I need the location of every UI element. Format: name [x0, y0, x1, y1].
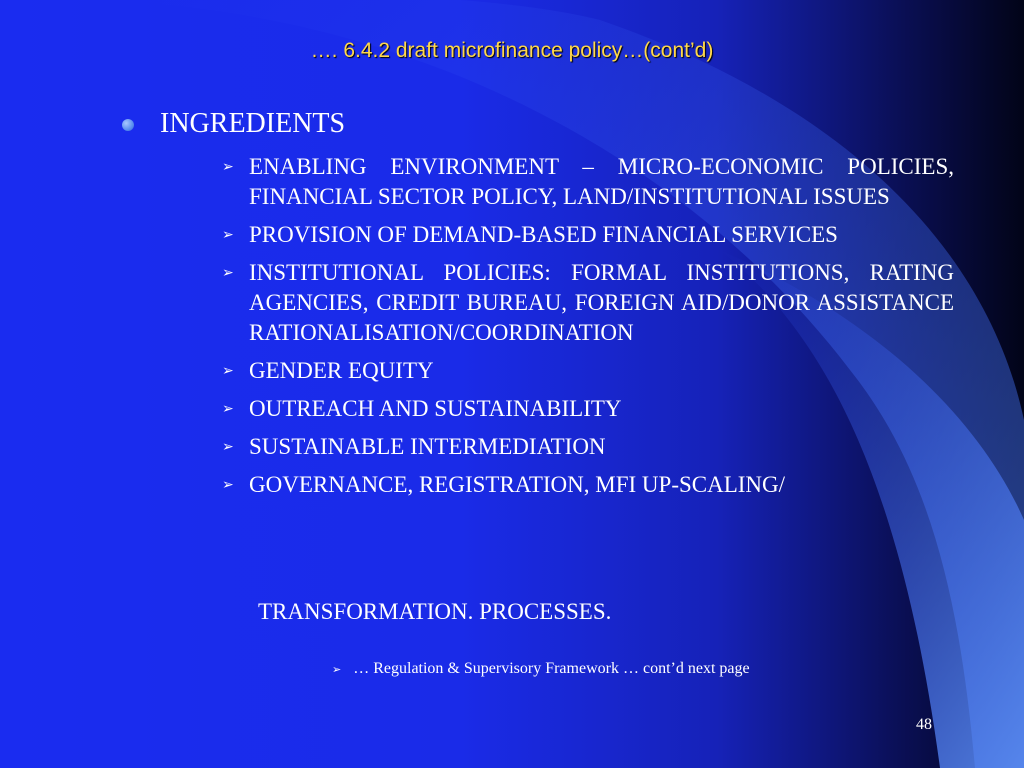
main-bullet-label: INGREDIENTS	[160, 108, 346, 139]
list-item	[222, 432, 954, 462]
footer-note-text: … Regulation & Supervisory Framework … cont’d next page	[353, 660, 750, 677]
list-item-text: SUSTAINABLE INTERMEDIATION	[249, 434, 606, 459]
continuation-line: TRANSFORMATION. PROCESSES.	[258, 599, 612, 624]
list-item	[222, 258, 954, 348]
list-item	[222, 152, 954, 212]
list-item	[222, 356, 954, 386]
list-item	[222, 220, 954, 250]
list-item	[222, 394, 954, 424]
list-item-text: INSTITUTIONAL POLICIES: FORMAL INSTITUTIONS, RATING AGENCIES, CREDIT BUREAU, FOREIGN AID/DONOR ASSISTANCE RATIONALISATION/COORDINATION	[249, 260, 954, 345]
chevron-right-icon: ➢	[222, 401, 234, 417]
list-item-text: OUTREACH AND SUSTAINABILITY	[249, 396, 622, 421]
list-item	[222, 470, 954, 500]
chevron-right-icon: ➢	[222, 363, 234, 379]
footer-note	[332, 660, 750, 678]
slide-title: …. 6.4.2 draft microfinance policy…(cont’d)	[310, 39, 714, 62]
page-number: 48	[916, 716, 932, 733]
list-item-text: PROVISION OF DEMAND-BASED FINANCIAL SERVICES	[249, 222, 838, 247]
list-item-text: GOVERNANCE, REGISTRATION, MFI UP-SCALING/	[249, 472, 786, 497]
chevron-right-icon: ➢	[222, 227, 234, 243]
chevron-right-icon: ➢	[222, 159, 234, 175]
chevron-right-icon: ➢	[222, 439, 234, 455]
list-item-text: ENABLING ENVIRONMENT – MICRO-ECONOMIC POLICIES, FINANCIAL SECTOR POLICY, LAND/INSTITUTIONAL ISSUES	[249, 154, 954, 209]
list-item-text: GENDER EQUITY	[249, 358, 434, 383]
chevron-right-icon: ➢	[332, 663, 342, 676]
chevron-right-icon: ➢	[222, 477, 234, 493]
chevron-right-icon: ➢	[222, 265, 234, 281]
main-bullet	[122, 108, 345, 140]
ingredients-list	[222, 152, 954, 508]
bullet-dot-icon	[122, 119, 134, 131]
